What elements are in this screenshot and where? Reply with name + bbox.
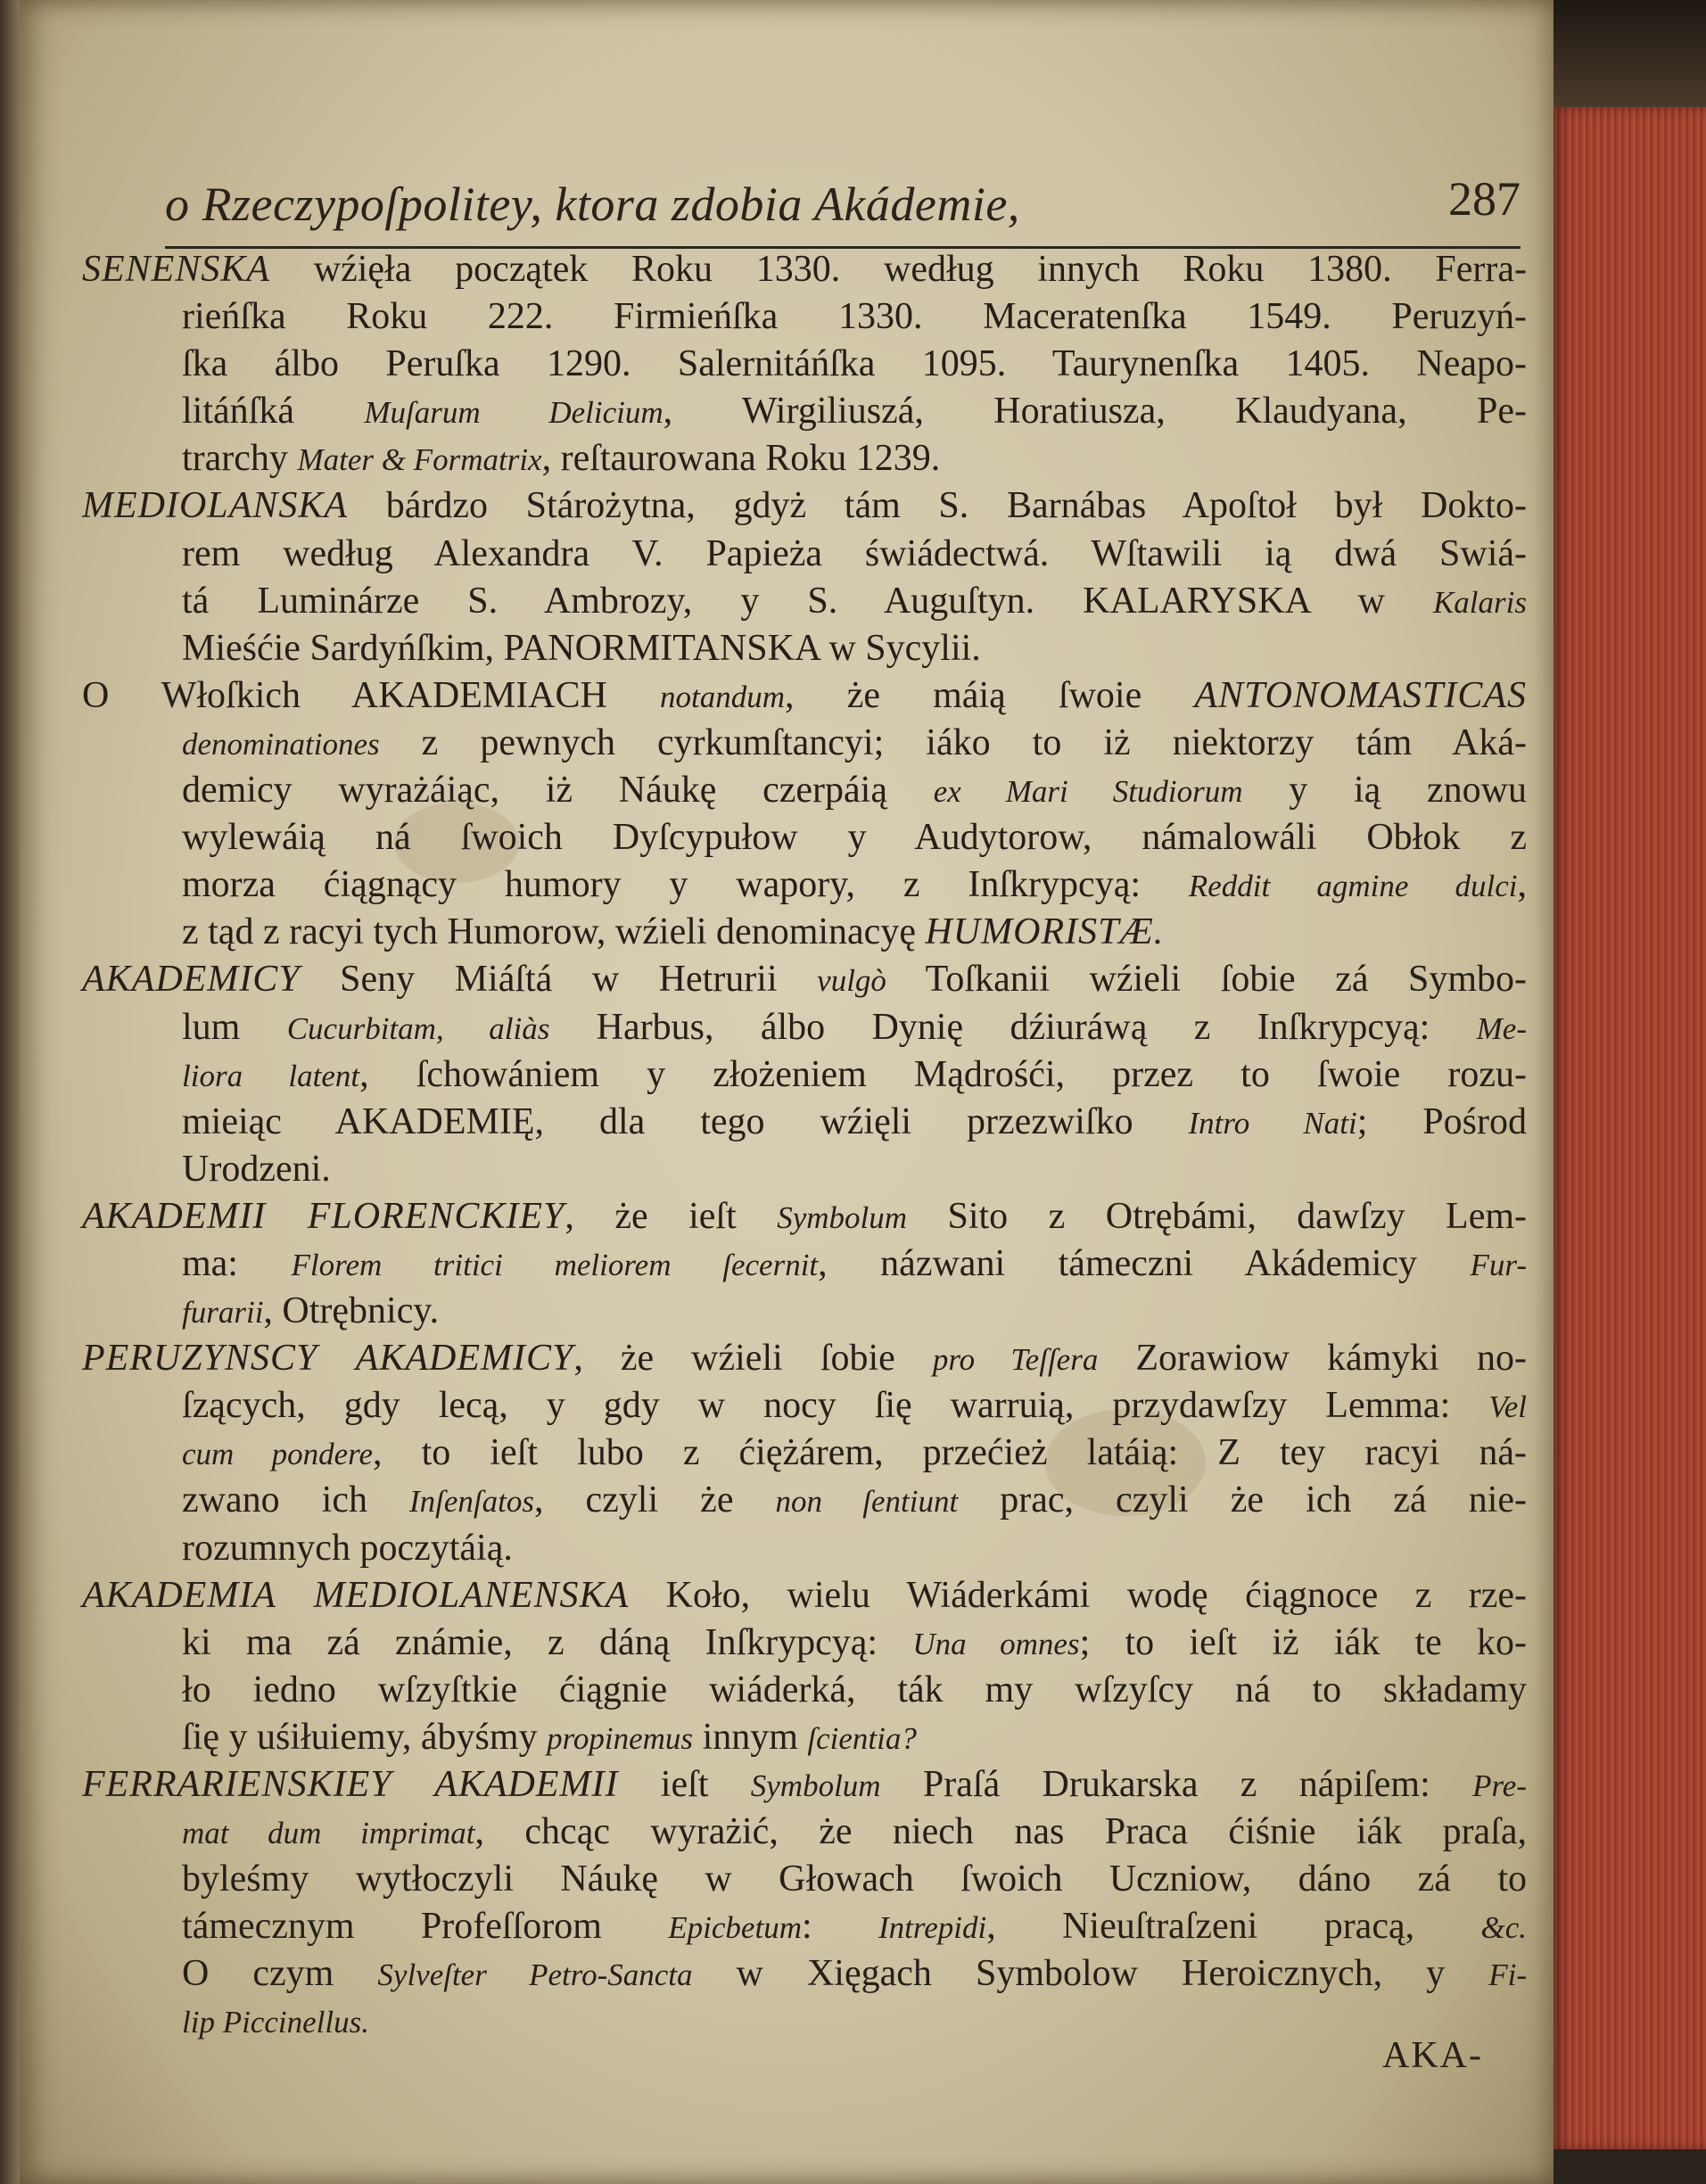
text-run: innym [693,1716,808,1758]
text-line [82,1809,1527,1856]
text-run: : [801,1906,879,1948]
text-line [82,1193,1527,1240]
text-run: ſię y uśiłuiemy, ábyśmy [182,1716,548,1758]
heading-run: FERRARIENSKIEY AKADEMII [82,1764,619,1805]
text-line [82,1146,1527,1193]
text-run: ſzących, gdy lecą, y gdy w nocy ſię warruią, przydawſzy Lemma: [182,1385,1489,1427]
text-line [82,531,1527,578]
text-run: , Wirgiliuszá, Horatiusza, Klaudyana, Pe- [663,391,1527,433]
italic-run: notandum [660,679,786,714]
italic-run: ex Mari Studiorum [933,774,1243,810]
text-line [82,1430,1527,1477]
text-line [82,1240,1527,1288]
text-line [82,1667,1527,1714]
text-line [82,861,1527,909]
text-run: litáńſká [182,391,365,433]
text-run: , czyli że [533,1479,776,1521]
italic-run: furarii [182,1295,264,1331]
text-line [82,909,1527,956]
text-line [82,1288,1527,1335]
italic-run: Una omnes [912,1626,1080,1661]
heading-run: PERUZYNSCY AKADEMICY [82,1338,574,1380]
italic-run: Inſenſatos [409,1484,534,1520]
text-line [82,341,1527,388]
italic-run: Symbolum [750,1768,881,1803]
text-run: lum [182,1006,287,1048]
italic-run: Fur- [1470,1247,1528,1282]
italic-run: Intrepidi [878,1910,987,1946]
text-run: ; to ieſt iż iák te ko- [1079,1621,1528,1663]
text-run: w Xięgach Symbolow Heroicznych, y [692,1953,1489,1995]
text-line [82,1099,1527,1146]
text-line [82,720,1527,767]
text-run: , że ieſt [565,1195,778,1237]
heading-run: AKADEMICY [82,959,301,1001]
heading-run: ANTONOMASTICAS [1194,674,1528,716]
text-run: wylewáią ná ſwoich Dyſcypułow y Audytorow, námalowáli Obłok z [182,817,1527,859]
italic-run: Intro Nati [1188,1105,1357,1141]
italic-run: Pre- [1472,1768,1527,1803]
text-run: rem według Alexandra V. Papieża świádectwá. Wſtawili ią dwá Swiá- [182,532,1527,574]
italic-run: liora latent [182,1058,360,1093]
text-line [82,293,1527,341]
text-run: bárdzo Stárożytna, gdyż tám S. Barnábas Apoſtoł był Dokto- [348,485,1527,527]
text-run: Seny Miáſtá w Hetrurii [300,959,818,1001]
italic-run: Epicbetum [668,1910,802,1946]
text-line [82,246,1527,293]
text-run: ſka álbo Peruſka 1290. Salernitáńſka 1095. Taurynenſka 1405. Neapo- [182,343,1527,385]
text-line [82,1856,1527,1903]
text-line [82,1761,1527,1809]
running-header [165,172,1521,251]
text-run: ; Pośrod [1356,1100,1527,1142]
text-run: prac, czyli że ich zá nie- [958,1479,1527,1521]
text-line [82,578,1527,625]
text-run: Praſá Drukarska z nápiſem: [880,1764,1473,1805]
heading-run: AKADEMIA MEDIOLANENSKA [82,1574,630,1616]
book-shadow [1554,0,1706,107]
italic-run: propinemus [547,1720,694,1756]
italic-run: vulgò [817,963,886,999]
text-run: támecznym Profeſſorom [182,1906,669,1948]
text-line [82,1903,1527,1950]
text-run: Mieśćie Sardyńſkim, PANORMITANSKA w Sycylii. [182,627,981,669]
italic-run: Vel [1488,1389,1527,1425]
italic-run: mat dum imprimat [182,1816,475,1851]
heading-run: MEDIOLANSKA [82,485,348,527]
italic-run: &c. [1480,1910,1527,1946]
text-run: y ią znowu [1242,770,1527,812]
text-run: , názwani támeczni Akádemicy [818,1242,1471,1284]
red-page-edges [1554,107,1706,2149]
text-line [82,1051,1527,1099]
text-run: , że wźieli ſobie [573,1338,933,1380]
text-line [82,1335,1527,1382]
page-number: 287 [1448,172,1521,226]
text-line [82,1998,1527,2045]
text-line [82,814,1527,861]
italic-run: Me- [1476,1010,1527,1046]
catchword: AKA- [1382,2035,1483,2076]
heading-run: AKADEMII FLORENCKIEY [82,1195,565,1237]
italic-run: Symbolum [777,1199,908,1235]
text-run: demicy wyrażáiąc, iż Náukę czerpáią [182,770,934,812]
text-run: trarchy [182,438,298,480]
text-run: ki ma zá známie, z dáną Inſkrypcyą: [182,1621,913,1663]
text-run: , chcąc wyrażić, że niech nas Praca ćiśnie iák praſa, [474,1811,1528,1853]
text-line [82,1572,1527,1619]
text-line [82,625,1527,672]
text-run: rozumnych poczytáią. [182,1527,513,1569]
text-run: , że máią ſwoie [785,674,1195,716]
text-run: Toſkanii wźieli ſobie zá Symbo- [886,959,1528,1001]
heading-run: SENENSKA [82,249,271,290]
text-run: ma: [182,1242,292,1284]
text-run: , [1517,864,1527,906]
text-run: , Otrębnicy. [263,1290,440,1332]
text-run: tá Luminárze S. Ambrozy, y S. Auguſtyn. KALARYSKA w [182,580,1433,622]
text-run: , to ieſt lubo z ćiężárem, przećież latáią: Z tey racyi ná- [373,1432,1528,1474]
text-line [82,1950,1527,1998]
text-line [82,672,1527,720]
italic-run: Kalaris [1432,584,1527,620]
italic-run: Cucurbitam, aliàs [286,1010,550,1046]
running-title: o Rzeczypoſpolitey, ktora zdobia Akádemie, [165,177,1020,231]
text-run: rieńſka Roku 222. Firmieńſka 1330. Maceratenſka 1549. Peruzyń- [182,296,1527,338]
text-run: ło iedno wſzyſtkie ćiągnie wiáderká, ták my wſzyſcy ná to składamy [182,1669,1527,1710]
text-run: mieiąc AKADEMIĘ, dla tego wźięli przezwiſko [182,1100,1189,1142]
italic-run: Mater & Formatrix [297,442,542,478]
text-run: zwano ich [182,1479,409,1521]
text-line [82,767,1527,814]
text-line [82,1004,1527,1051]
text-run: morza ćiągnący humory y wapory, z Inſkrypcyą: [182,864,1189,906]
text-line [82,1525,1527,1572]
heading-run: HUMORISTÆ. [925,911,1165,953]
text-line [82,1382,1527,1430]
italic-run: Sylveſter Petro-Sancta [377,1957,693,1993]
italic-run: Fi- [1488,1957,1527,1993]
italic-run: non ſentiunt [775,1484,959,1520]
text-line [82,1714,1527,1761]
text-run: , ſchowániem y złożeniem Mądrośći, przez to ſwoie rozu- [359,1053,1527,1095]
text-run: byleśmy wytłoczyli Náukę w Głowach ſwoich Uczniow, dáno zá to [182,1858,1527,1900]
text-run: wźięła początek Roku 1330. według innych Roku 1380. Ferra- [270,249,1527,290]
text-line [82,482,1527,530]
text-run: z pewnych cyrkumſtancyi; iáko to iż niektorzy tám Aká- [379,721,1527,763]
text-run: O Włoſkich AKADEMIACH [82,674,661,716]
text-run: Zorawiow kámyki no- [1098,1338,1527,1380]
text-run: Sito z Otrębámi, dawſzy Lem- [907,1195,1527,1237]
italic-run: cum pondere [182,1437,374,1472]
italic-run: lip Piccinellus. [182,2005,369,2040]
text-run: Harbus, álbo Dynię dźiuráwą z Inſkrypcyą: [549,1006,1477,1048]
text-line [82,435,1527,482]
text-run: , reſtaurowana Roku 1239. [541,438,941,480]
italic-run: denominationes [182,726,380,762]
text-run: ieſt [618,1764,751,1805]
text-line [82,1619,1527,1667]
text-run: Koło, wielu Wiáderkámi wodę ćiągnoce z rze- [629,1574,1527,1616]
body-text [82,246,1527,2046]
text-line [82,1477,1527,1524]
text-run: z tąd z racyi tych Humorow, wźieli denominacyę [182,911,926,953]
italic-run: ſcientia? [807,1720,917,1756]
text-line [82,388,1527,435]
italic-run: pro Teſſera [932,1342,1099,1378]
facing-page-edge [0,0,21,2184]
italic-run: Muſarum Delicium [364,395,663,431]
italic-run: Reddit agmine dulci [1188,869,1518,904]
text-line [82,956,1527,1003]
text-run: , Nieuſtraſzeni pracą, [986,1906,1481,1948]
text-run: Urodzeni. [182,1148,331,1190]
italic-run: Florem tritici meliorem ſecernit [291,1247,819,1282]
text-run: O czym [182,1953,378,1995]
